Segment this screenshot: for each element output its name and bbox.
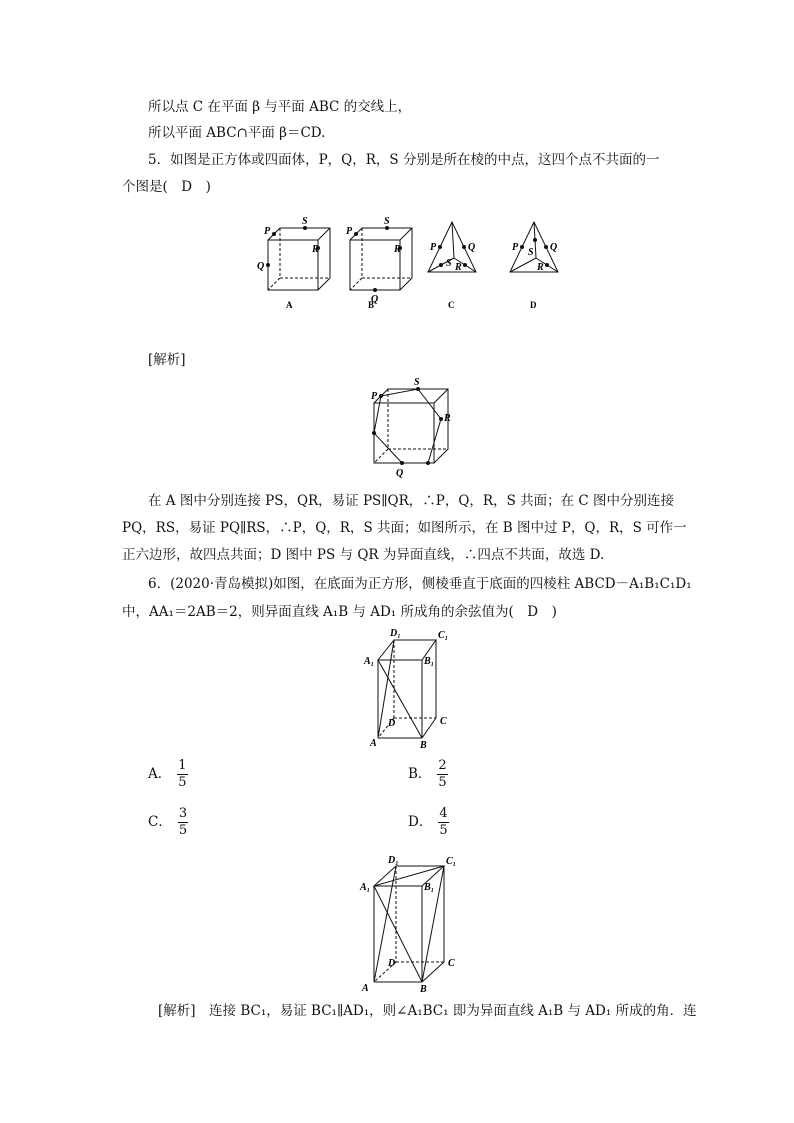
solution-5-text-2: PQ，RS，易证 PQ∥RS，∴P，Q，R，S 共面；如图所示，在 B 图中过 P，Q，R，S 可作一: [122, 520, 687, 536]
sol6-label-d1: D₁: [388, 855, 399, 866]
fig5-caption-d: D: [530, 300, 537, 310]
figure-5-options: [250, 208, 560, 318]
fig6-label-b1: B₁: [424, 656, 435, 667]
option-a-letter: A．: [148, 766, 172, 782]
fig5-a-label-q: Q: [257, 261, 265, 272]
sol6-label-a: A: [362, 983, 369, 994]
sol5-label-p: P: [371, 391, 378, 402]
sol6-label-c1: C₁: [446, 856, 457, 867]
fig6-label-d1: D₁: [390, 628, 401, 639]
sol6-label-a1: A₁: [360, 882, 371, 893]
sol5-label-r: R: [444, 413, 451, 424]
fig5-c-label-q: Q: [468, 242, 476, 253]
question-6-text-2: 中，AA₁＝2AB＝2，则异面直线 A₁B 与 AD₁ 所成角的余弦值为( D ): [122, 604, 557, 620]
fig5-caption-b: B: [368, 300, 375, 310]
option-c-letter: C．: [148, 814, 172, 830]
option-b-den: 5: [438, 775, 447, 790]
option-c: [148, 806, 188, 839]
sol5-label-s: S: [414, 377, 420, 388]
option-d-den: 5: [439, 823, 448, 838]
fig6-label-d: D: [388, 718, 396, 729]
fig5-d-label-s: S: [528, 247, 534, 258]
option-b-letter: B．: [408, 766, 432, 782]
option-c-den: 5: [178, 823, 188, 838]
sol6-label-c: C: [448, 958, 455, 969]
option-b: [408, 758, 448, 791]
option-b-num: 2: [438, 758, 447, 773]
fig5-a-label-p: P: [264, 226, 271, 237]
fig6-label-c: C: [440, 716, 447, 727]
option-d: [408, 806, 449, 839]
fig6-label-b: B: [420, 740, 427, 751]
option-d-num: 4: [439, 806, 448, 821]
fig5-d-label-r: R: [537, 262, 544, 273]
fig5-c-label-p: P: [430, 242, 437, 253]
fig6-label-a1: A₁: [364, 656, 375, 667]
sol5-label-q: Q: [396, 468, 404, 479]
figure-5-solution: [362, 375, 462, 480]
question-5-answer: 个图是( D ): [122, 179, 211, 195]
question-6-text-1: 6．(2020·青岛模拟)如图，在底面为正方形，侧棱垂直于底面的四棱柱 ABCD－A₁B₁C₁D₁: [148, 576, 692, 592]
sol6-label-b: B: [420, 984, 427, 994]
option-a: [148, 758, 188, 791]
question-5-text: 5．如图是正方体或四面体，P，Q，R，S 分别是所在棱的中点，这四个点不共面的一: [148, 152, 660, 168]
figure-6-solution: [358, 854, 478, 994]
fig5-d-label-p: P: [512, 242, 519, 253]
solution-5-label: [解析]: [148, 352, 186, 368]
solution-5-text-1: 在 A 图中分别连接 PS，QR，易证 PS∥QR，∴P，Q，R，S 共面；在 C 图中分别连接: [148, 493, 675, 509]
solution-5-text-3: 正六边形，故四点共面；D 图中 PS 与 QR 为异面直线，∴四点不共面，故选 D.: [122, 547, 605, 563]
fig6-label-a: A: [370, 738, 377, 749]
fig5-d-label-q: Q: [550, 242, 558, 253]
fig5-b-label-r: R: [394, 244, 401, 255]
fig5-c-label-s: S: [446, 258, 452, 269]
fig5-b-label-q: Q: [371, 294, 379, 305]
figure-6-prism: [362, 626, 472, 751]
sol6-label-b1: B₁: [424, 882, 435, 893]
sol6-label-d: D: [388, 958, 396, 969]
fig5-b-label-s: S: [384, 216, 390, 227]
fig5-c-label-r: R: [455, 262, 462, 273]
fig6-label-c1: C₁: [438, 630, 449, 641]
fig5-b-label-p: P: [346, 226, 353, 237]
fig5-caption-c: C: [448, 300, 455, 310]
text-line-1: 所以点 C 在平面 β 与平面 ABC 的交线上，: [148, 99, 412, 115]
fig5-a-label-s: S: [302, 216, 308, 227]
text-line-2: 所以平面 ABC∩平面 β＝CD.: [148, 125, 326, 141]
option-a-num: 1: [178, 758, 187, 773]
option-c-num: 3: [178, 806, 188, 821]
option-d-letter: D．: [408, 814, 433, 830]
solution-6-text: [解析] 连接 BC₁，易证 BC₁∥AD₁，则∠A₁BC₁ 即为异面直线 A₁B 与 AD₁ 所成的角．连: [158, 1003, 697, 1019]
option-a-den: 5: [178, 775, 187, 790]
fig5-caption-a: A: [286, 300, 293, 310]
fig5-a-label-r: R: [312, 244, 319, 255]
